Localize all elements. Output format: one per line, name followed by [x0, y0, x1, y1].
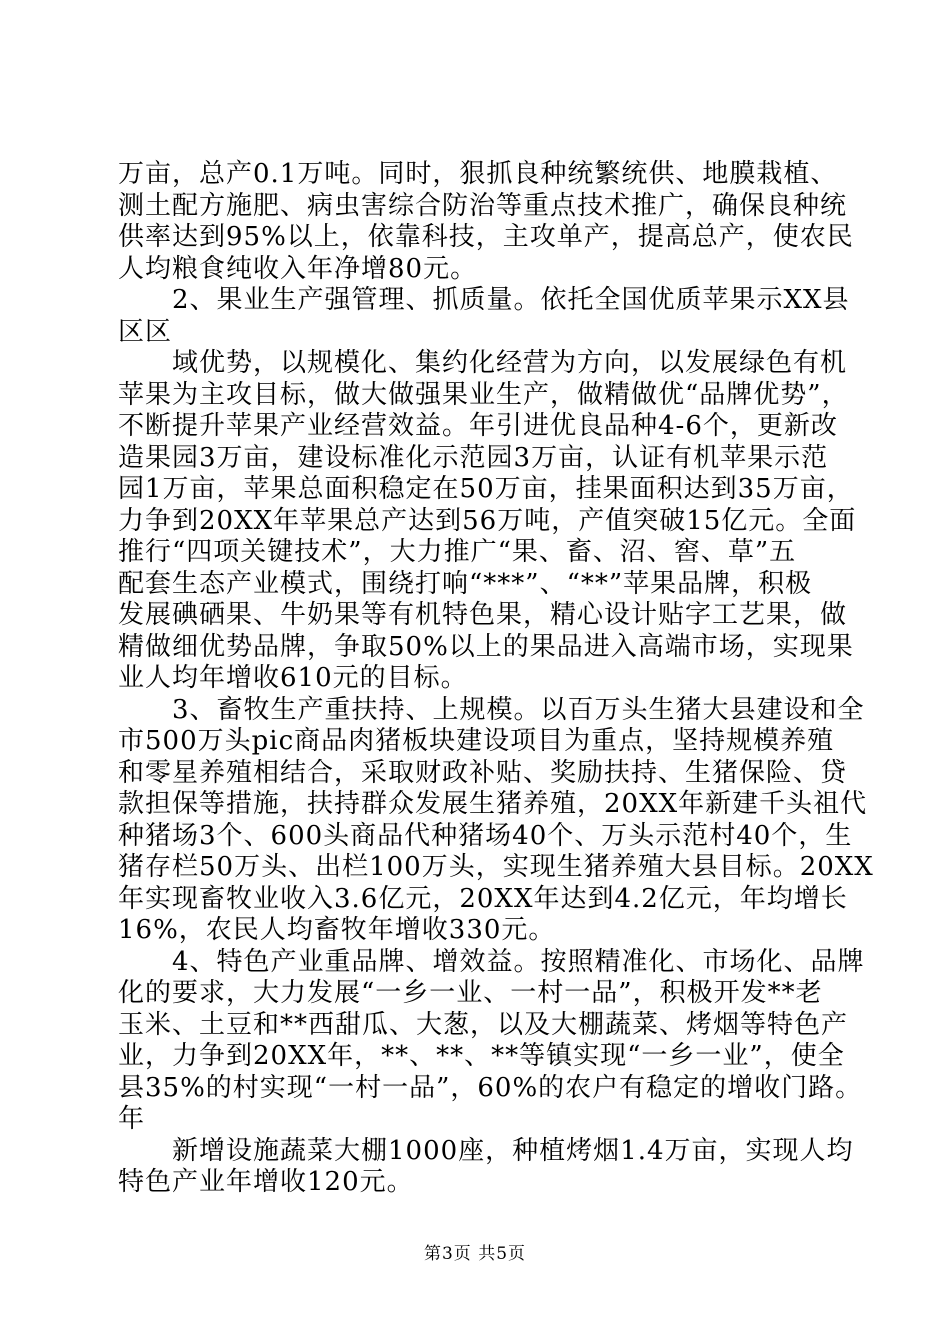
text-line: 区区	[118, 317, 173, 347]
text-line: 苹果为主攻目标，做大做强果业生产，做精做优“品牌优势”，	[118, 380, 849, 410]
text-line: 和零星养殖相结合，采取财政补贴、奖励扶持、生猪保险、贷	[118, 758, 848, 788]
text-line: 市500万头pic商品肉猪板块建设项目为重点，坚持规模养殖	[118, 726, 835, 756]
text-line: 种猪场3个、600头商品代种猪场40个、万头示范村40个，生	[118, 821, 853, 851]
page-footer: 第3页 共5页	[423, 1244, 527, 1264]
text-line: 年	[118, 1104, 146, 1134]
text-line: 业人均年增收610元的目标。	[118, 663, 468, 693]
text-line: 2、果业生产强管理、抓质量。依托全国优质苹果示XX县	[118, 285, 850, 315]
text-line: 年实现畜牧业收入3.6亿元，20XX年达到4.2亿元，年均增长	[118, 884, 848, 914]
text-line: 供率达到95%以上，依靠科技，主攻单产，提高总产，使农民	[118, 222, 854, 252]
text-line: 县35%的村实现“一村一品”，60%的农户有稳定的增收门路。	[118, 1073, 863, 1103]
text-line: 园1万亩，苹果总面积稳定在50万亩，挂果面积达到35万亩，	[118, 474, 854, 504]
text-line: 不断提升苹果产业经营效益。年引进优良品种4-6个，更新改	[118, 411, 838, 441]
text-line: 测土配方施肥、病虫害综合防治等重点技术推广，确保良种统	[118, 191, 848, 221]
text-line: 精做细优势品牌，争取50%以上的果品进入高端市场，实现果	[118, 632, 854, 662]
text-line: 推行“四项关键技术”，大力推广“果、畜、沼、窖、草”五	[118, 537, 797, 567]
text-line: 发展碘硒果、牛奶果等有机特色果，精心设计贴字工艺果，做	[118, 600, 848, 630]
text-line: 业，力争到20XX年，**、**、**等镇实现“一乡一业”，使全	[118, 1041, 845, 1071]
text-line: 配套生态产业模式，围绕打响“***”、“**”苹果品牌，积极	[118, 569, 813, 599]
text-line: 力争到20XX年苹果总产达到56万吨，产值突破15亿元。全面	[118, 506, 857, 536]
text-line: 化的要求，大力发展“一乡一业、一村一品”，积极开发**老	[118, 978, 823, 1008]
text-line: 万亩，总产0.1万吨。同时，狠抓良种统繁统供、地膜栽植、	[118, 159, 838, 189]
text-line: 新增设施蔬菜大棚1000座，种植烤烟1.4万亩，实现人均	[118, 1136, 854, 1166]
text-line: 玉米、土豆和**西甜瓜、大葱，以及大棚蔬菜、烤烟等特色产	[118, 1010, 849, 1040]
text-line: 16%，农民人均畜牧年增收330元。	[118, 915, 556, 945]
text-line: 3、畜牧生产重扶持、上规模。以百万头生猪大县建设和全	[118, 695, 865, 725]
text-line: 猪存栏50万头、出栏100万头，实现生猪养殖大县目标。20XX	[118, 852, 874, 882]
text-line: 造果园3万亩，建设标准化示范园3万亩，认证有机苹果示范	[118, 443, 829, 473]
text-line: 4、特色产业重品牌、增效益。按照精准化、市场化、品牌	[118, 947, 865, 977]
text-line: 特色产业年增收120元。	[118, 1167, 414, 1197]
text-line: 域优势，以规模化、集约化经营为方向，以发展绿色有机	[118, 348, 848, 378]
text-line: 人均粮食纯收入年净增80元。	[118, 254, 478, 284]
text-line: 款担保等措施，扶持群众发展生猪养殖，20XX年新建千头祖代	[118, 789, 868, 819]
